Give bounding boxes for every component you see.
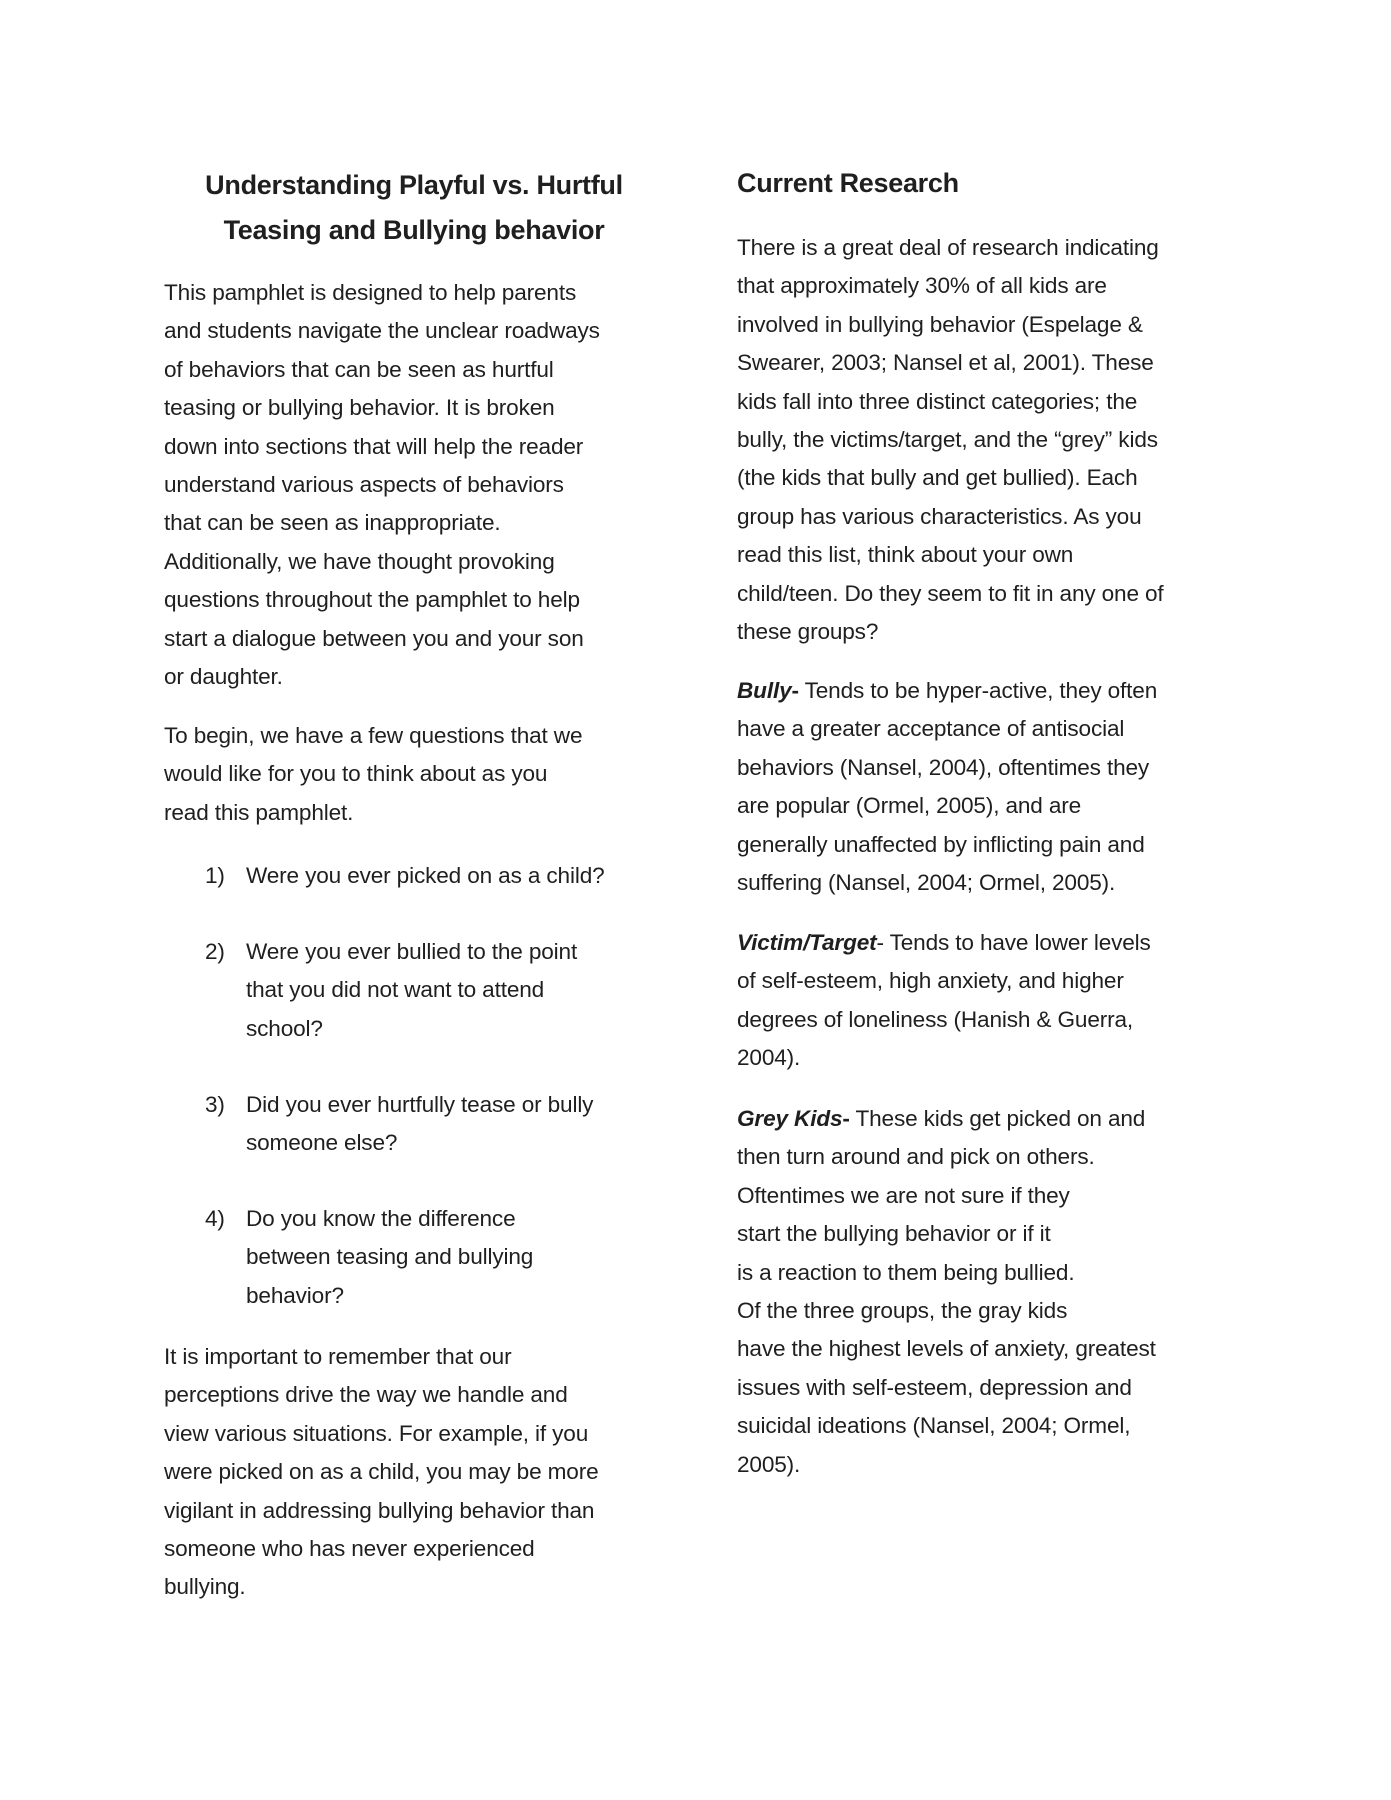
question-number: 1) [205, 863, 225, 888]
closing-paragraph [164, 1338, 664, 1607]
text-line: Did you ever hurtfully tease or bully [246, 1092, 594, 1117]
category-first-line: These kids get picked on and [849, 1106, 1146, 1131]
text-line: Of the three groups, the gray kids [737, 1298, 1068, 1324]
text-line: teasing or bullying behavior. It is broken [164, 395, 555, 421]
text-line: were picked on as a child, you may be more [164, 1459, 599, 1485]
text-line: generally unaffected by inflicting pain and [737, 831, 1145, 857]
category-term: Victim/Target [737, 930, 877, 955]
pamphlet-title [164, 163, 664, 253]
text-line: To begin, we have a few questions that we [164, 723, 583, 748]
text-line: start a dialogue between you and your son [164, 625, 584, 651]
text-line: 2004). [737, 1045, 801, 1071]
text-line: suicidal ideations (Nansel, 2004; Ormel, [737, 1413, 1131, 1439]
question-number: 4) [205, 1206, 225, 1231]
text-line: start the bullying behavior or if it [737, 1221, 1051, 1247]
lead-in-paragraph [164, 717, 664, 832]
text-line: that approximately 30% of all kids are [737, 273, 1107, 299]
text-line: Oftentimes we are not sure if they [737, 1182, 1070, 1208]
text-line: There is a great deal of research indicating [737, 235, 1159, 260]
text-line: or daughter. [164, 664, 283, 690]
text-line: then turn around and pick on others. [737, 1144, 1095, 1170]
text-line: It is important to remember that our [164, 1344, 512, 1369]
text-line: Swearer, 2003; Nansel et al, 2001). These [737, 350, 1154, 376]
text-line: involved in bullying behavior (Espelage & [737, 311, 1143, 337]
text-line: suffering (Nansel, 2004; Ormel, 2005). [737, 870, 1116, 896]
text-line: degrees of loneliness (Hanish & Guerra, [737, 1006, 1134, 1032]
text-line: This pamphlet is designed to help parents [164, 280, 577, 305]
intro-paragraph [164, 274, 664, 696]
text-line: behaviors (Nansel, 2004), oftentimes they [737, 754, 1150, 780]
category-victim-target [737, 924, 1237, 1078]
text-line: someone else? [246, 1130, 398, 1156]
category-grey-kids [737, 1100, 1237, 1484]
question-text [246, 933, 666, 1048]
text-line: of self-esteem, high anxiety, and higher [737, 968, 1124, 994]
category-first-line: Tends to have lower levels [883, 930, 1151, 955]
text-line: (the kids that bully and get bullied). Each [737, 465, 1138, 491]
category-term: Bully [737, 678, 792, 703]
text-line: have a greater acceptance of antisocial [737, 716, 1125, 742]
text-line [737, 924, 1237, 962]
text-line: read this pamphlet. [164, 799, 354, 825]
text-line: between teasing and bullying [246, 1244, 534, 1270]
text-line: kids fall into three distinct categories; the [737, 388, 1138, 414]
text-line: child/teen. Do they seem to fit in any one of [737, 580, 1164, 606]
text-line: perceptions drive the way we handle and [164, 1382, 568, 1408]
research-paragraph [737, 229, 1237, 651]
text-line: 2005). [737, 1451, 801, 1477]
text-line: of behaviors that can be seen as hurtful [164, 356, 554, 382]
question-number: 2) [205, 939, 225, 964]
text-line: behavior? [246, 1282, 344, 1308]
question-text [246, 1200, 666, 1315]
text-line: issues with self-esteem, depression and [737, 1374, 1132, 1400]
text-line: Do you know the difference [246, 1206, 516, 1231]
category-term: Grey Kids [737, 1106, 843, 1131]
text-line: bullying. [164, 1574, 246, 1600]
text-line: read this list, think about your own [737, 542, 1074, 568]
category-dash: - [876, 930, 884, 955]
text-line: that you did not want to attend [246, 977, 545, 1003]
text-line: have the highest levels of anxiety, greatest [737, 1336, 1156, 1362]
text-line: understand various aspects of behaviors [164, 472, 564, 498]
text-line: these groups? [737, 619, 879, 645]
category-first-line: Tends to be hyper-active, they often [798, 678, 1158, 703]
title-line: Understanding Playful vs. Hurtful [205, 170, 623, 200]
text-line: and students navigate the unclear roadways [164, 318, 600, 344]
category-dash: - [842, 1106, 850, 1131]
text-line [737, 1100, 1237, 1138]
text-line: down into sections that will help the reader [164, 433, 584, 459]
text-line: questions throughout the pamphlet to help [164, 587, 580, 613]
text-line: Were you ever bullied to the point [246, 939, 578, 964]
text-line: bully, the victims/target, and the “grey” kids [737, 427, 1158, 453]
text-line: group has various characteristics. As you [737, 503, 1142, 529]
text-line: that can be seen as inappropriate. [164, 510, 501, 536]
question-text [246, 1086, 666, 1163]
text-line: Were you ever picked on as a child? [246, 863, 605, 888]
text-line [737, 672, 1237, 710]
text-line: school? [246, 1015, 323, 1041]
question-text [246, 857, 666, 895]
category-bully [737, 672, 1237, 902]
category-dash: - [791, 678, 799, 703]
title-line: Teasing and Bullying behavior [223, 215, 605, 245]
text-line: are popular (Ormel, 2005), and are [737, 793, 1082, 819]
question-number: 3) [205, 1092, 225, 1117]
text-line: would like for you to think about as you [164, 761, 548, 787]
section-heading-current-research: Current Research [737, 168, 959, 198]
text-line: Additionally, we have thought provoking [164, 548, 555, 574]
text-line: someone who has never experienced [164, 1536, 535, 1562]
text-line: vigilant in addressing bullying behavior than [164, 1497, 595, 1523]
text-line: view various situations. For example, if you [164, 1420, 589, 1446]
text-line: is a reaction to them being bullied. [737, 1259, 1075, 1285]
